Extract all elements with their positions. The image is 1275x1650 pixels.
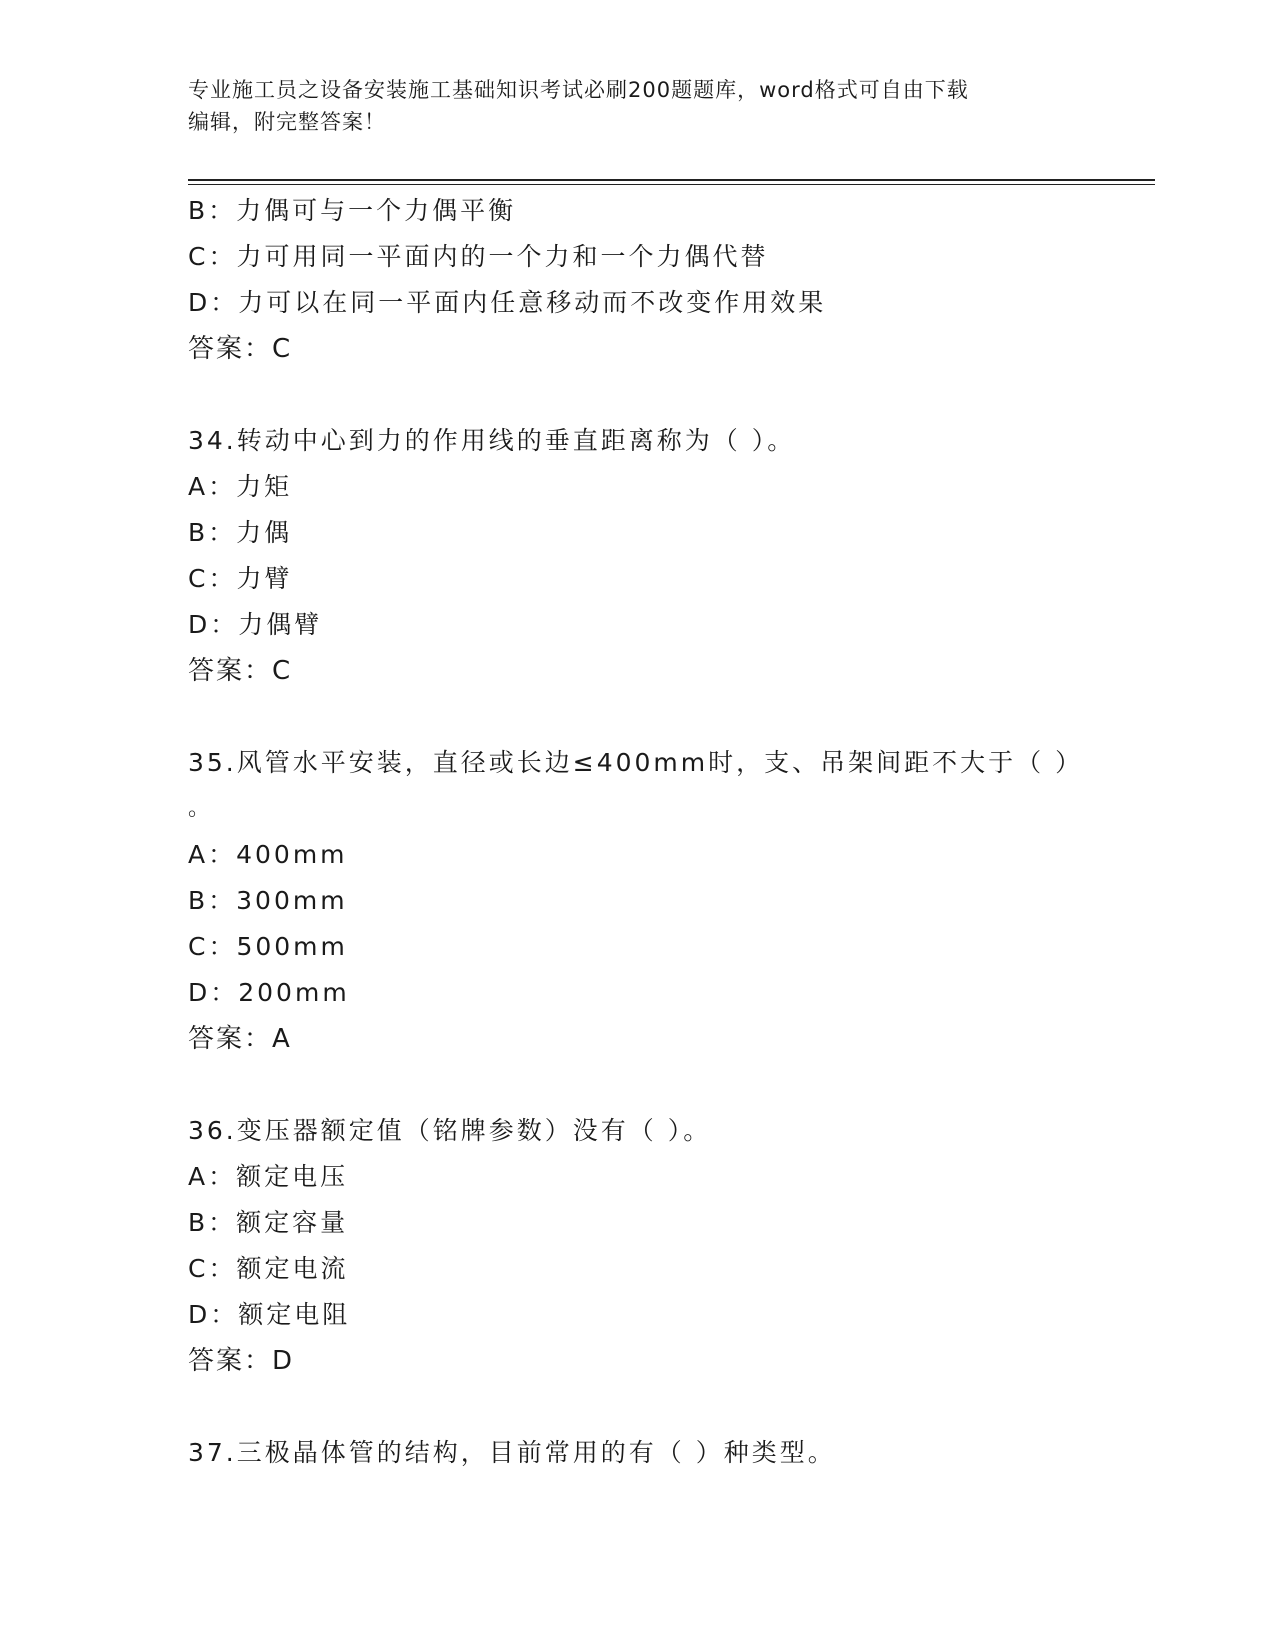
answer: 答案：A: [188, 1024, 292, 1054]
option-c: C：500mm: [188, 932, 348, 961]
option-c: C：力可用同一平面内的一个力和一个力偶代替: [188, 242, 769, 271]
option-b: B：额定容量: [188, 1208, 349, 1237]
question-34: [188, 418, 1088, 694]
question-text: 36.变压器额定值（铭牌参数）没有（ ）。: [188, 1116, 712, 1145]
header-title-line2: 编辑，附完整答案！: [188, 110, 386, 134]
header-title-line1: 专业施工员之设备安装施工基础知识考试必刷200题题库，word格式可自由下载: [188, 78, 969, 102]
question-list: [188, 188, 1088, 1476]
answer: 答案：D: [188, 1346, 295, 1376]
question-text: 35.风管水平安装，直径或长边≤400mm时，支、吊架间距不大于（ ）: [188, 748, 1084, 777]
document-header: [188, 74, 1068, 138]
header-divider-thick: [188, 179, 1155, 181]
answer: 答案：C: [188, 656, 293, 686]
question-text-continued: 。: [188, 796, 211, 821]
option-c: C：额定电流: [188, 1254, 349, 1283]
answer: 答案：C: [188, 334, 293, 364]
option-b: B：力偶可与一个力偶平衡: [188, 196, 517, 225]
question-37: [188, 1430, 1088, 1476]
option-b: B：300mm: [188, 886, 348, 915]
option-a: A：力矩: [188, 472, 293, 501]
question-33-continued: [188, 188, 1088, 372]
question-text: 37.三极晶体管的结构，目前常用的有（ ）种类型。: [188, 1438, 836, 1467]
option-a: A：额定电压: [188, 1162, 349, 1191]
option-d: D：力偶臂: [188, 610, 323, 639]
question-text: 34.转动中心到力的作用线的垂直距离称为（ ）。: [188, 426, 796, 455]
option-d: D：200mm: [188, 978, 350, 1007]
question-36: [188, 1108, 1088, 1384]
option-d: D：额定电阻: [188, 1300, 351, 1329]
option-b: B：力偶: [188, 518, 293, 547]
question-35: [188, 740, 1088, 1062]
option-d: D：力可以在同一平面内任意移动而不改变作用效果: [188, 288, 827, 317]
option-c: C：力臂: [188, 564, 293, 593]
header-divider-thin: [188, 184, 1155, 185]
option-a: A：400mm: [188, 840, 348, 869]
